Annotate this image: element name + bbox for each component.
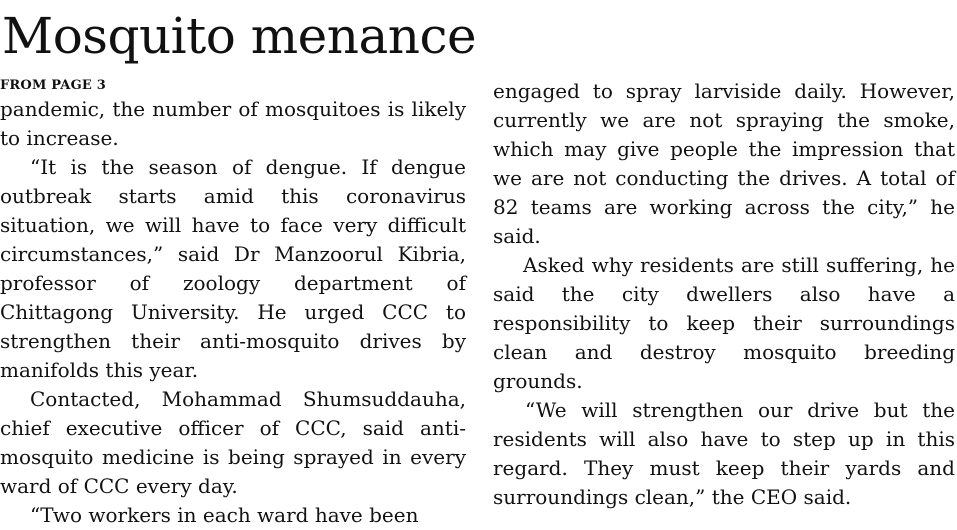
paragraph: engaged to spray larviside daily. However, currently we are not spraying the smoke, which may give people the impression that we are not conducting the drives. A total of 82 teams are working across the city,” he said. [493,79,955,248]
paragraph: pandemic, the number of mosquitoes is likely to increase. [0,97,466,150]
jump-label: FROM PAGE 3 [0,78,106,93]
paragraph: “We will strengthen our drive but the residents will also have to step up in this regard. They must keep their yards and surroundings clean,” the CEO said. [493,398,955,509]
paragraph: Asked why residents are still suffering, he said the city dwellers also have a responsibility to keep their surroundings clean and destroy mosquito breeding grounds. [493,253,955,393]
paragraph: Contacted, Mohammad Shumsuddauha, chief executive officer of CCC, said anti-mosquito medicine is being sprayed in every ward of CCC every day. [0,387,466,498]
headline: Mosquito menance [2,7,477,65]
paragraph: “It is the season of dengue. If dengue outbreak starts amid this coronavirus situation, we will have to face very difficult circumstances,” said Dr Manzoorul Kibria, professor of zoology department of Chittagong University. He urged CCC to strengthen their anti-mosquito drives by manifolds this year. [0,155,466,382]
article-column-right [493,77,955,512]
article-column-left [0,77,466,530]
paragraph: “Two workers in each ward have been [30,503,419,527]
